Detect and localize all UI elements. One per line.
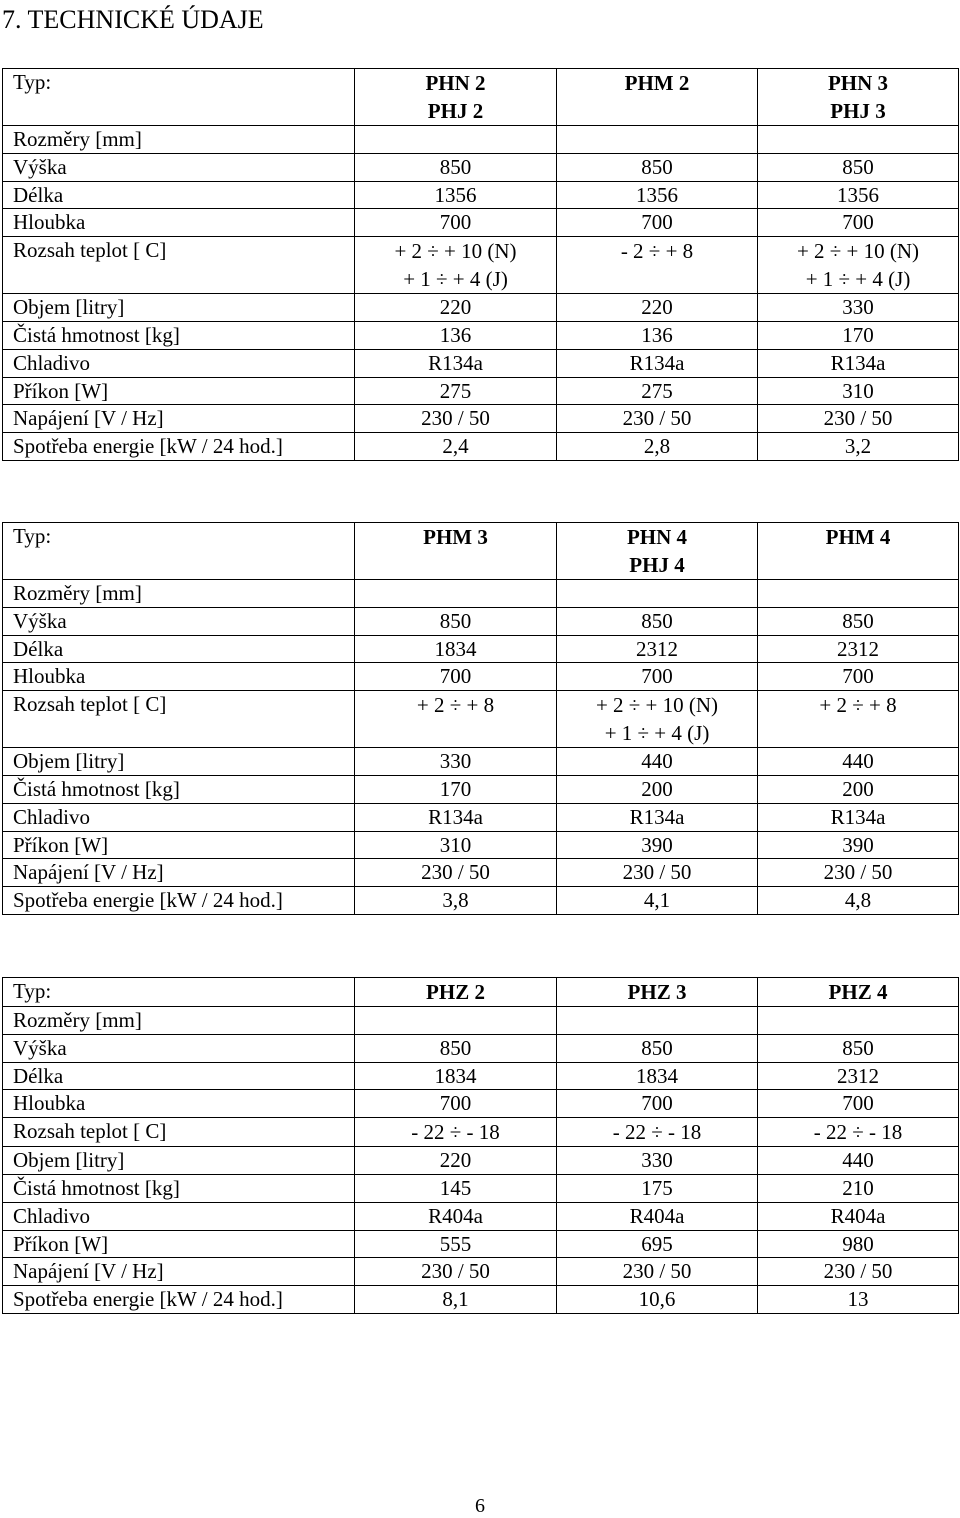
delka-value: 1834 xyxy=(355,1062,557,1090)
spotreba-value: 3,2 xyxy=(758,433,959,461)
spotreba-value: 3,8 xyxy=(355,887,557,915)
temperature-range-cell xyxy=(758,691,959,748)
section-heading: 7. TECHNICKÉ ÚDAJE xyxy=(2,5,264,34)
temperature-range-cell xyxy=(557,237,758,294)
napajeni-value: 230 / 50 xyxy=(557,1258,758,1286)
row-label: Rozsah teplot [ C] xyxy=(3,1118,355,1147)
prikon-value: 310 xyxy=(758,377,959,405)
temperature-range: - 22 ÷ - 18 xyxy=(813,1120,903,1145)
spec-row xyxy=(3,635,959,663)
spec-row xyxy=(3,580,959,608)
temperature-range: + 1 ÷ + 4 (J) xyxy=(403,267,508,292)
spec-table xyxy=(2,977,959,1314)
spec-row xyxy=(3,237,959,294)
empty-cell xyxy=(557,580,758,608)
temperature-range-cell xyxy=(557,691,758,748)
delka-value: 2312 xyxy=(557,635,758,663)
hmotnost-value: 136 xyxy=(355,321,557,349)
model-name: PHN 4 xyxy=(626,525,688,549)
delka-value: 2312 xyxy=(758,635,959,663)
model-name: PHM 2 xyxy=(624,71,690,95)
empty-cell xyxy=(355,1007,557,1035)
hloubka-value: 700 xyxy=(355,663,557,691)
hloubka-value: 700 xyxy=(758,663,959,691)
spec-row xyxy=(3,1034,959,1062)
spec-row xyxy=(3,859,959,887)
delka-value: 1356 xyxy=(355,181,557,209)
objem-value: 440 xyxy=(758,1147,959,1175)
empty-cell xyxy=(758,1007,959,1035)
hmotnost-value: 170 xyxy=(355,775,557,803)
prikon-value: 310 xyxy=(355,831,557,859)
prikon-value: 390 xyxy=(557,831,758,859)
temperature-range: + 2 ÷ + 8 xyxy=(819,693,897,718)
hmotnost-value: 210 xyxy=(758,1174,959,1202)
model-header-row xyxy=(3,978,959,1007)
row-label: Objem [litry] xyxy=(3,748,355,776)
temperature-range-cell xyxy=(758,237,959,294)
chladivo-value: R134a xyxy=(758,349,959,377)
spec-table xyxy=(2,522,959,915)
spec-row xyxy=(3,831,959,859)
row-label: Příkon [W] xyxy=(3,831,355,859)
spec-row xyxy=(3,1090,959,1118)
row-label: Objem [litry] xyxy=(3,1147,355,1175)
chladivo-value: R134a xyxy=(758,803,959,831)
model-name-cell xyxy=(758,978,959,1007)
model-name: PHZ 3 xyxy=(627,980,687,1004)
hmotnost-value: 170 xyxy=(758,321,959,349)
delka-value: 2312 xyxy=(758,1062,959,1090)
hloubka-value: 700 xyxy=(557,209,758,237)
spotreba-value: 4,1 xyxy=(557,887,758,915)
row-label: Rozsah teplot [ C] xyxy=(3,237,355,294)
spotreba-value: 13 xyxy=(758,1286,959,1314)
row-label: Délka xyxy=(3,635,355,663)
objem-value: 440 xyxy=(758,748,959,776)
spec-row xyxy=(3,1147,959,1175)
napajeni-value: 230 / 50 xyxy=(557,859,758,887)
spec-row xyxy=(3,663,959,691)
spec-row xyxy=(3,1258,959,1286)
spec-row xyxy=(3,209,959,237)
row-label: Hloubka xyxy=(3,1090,355,1118)
vyska-value: 850 xyxy=(758,153,959,181)
prikon-value: 390 xyxy=(758,831,959,859)
model-name: PHN 3 xyxy=(827,71,889,95)
empty-cell xyxy=(355,126,557,154)
row-label: Hloubka xyxy=(3,209,355,237)
row-label: Spotřeba energie [kW / 24 hod.] xyxy=(3,433,355,461)
model-name: PHM 3 xyxy=(423,525,488,549)
empty-cell xyxy=(355,580,557,608)
spotreba-value: 2,8 xyxy=(557,433,758,461)
row-label: Výška xyxy=(3,607,355,635)
model-name-cell xyxy=(355,978,557,1007)
model-name-cell xyxy=(557,523,758,580)
row-label: Napájení [V / Hz] xyxy=(3,1258,355,1286)
vyska-value: 850 xyxy=(355,607,557,635)
row-label: Výška xyxy=(3,1034,355,1062)
spec-row xyxy=(3,1118,959,1147)
model-header-row xyxy=(3,523,959,580)
spec-row xyxy=(3,775,959,803)
prikon-value: 695 xyxy=(557,1230,758,1258)
hloubka-value: 700 xyxy=(355,209,557,237)
row-label: Spotřeba energie [kW / 24 hod.] xyxy=(3,1286,355,1314)
model-name: PHJ 3 xyxy=(830,99,886,123)
vyska-value: 850 xyxy=(557,607,758,635)
delka-value: 1834 xyxy=(355,635,557,663)
spec-row xyxy=(3,349,959,377)
row-label: Délka xyxy=(3,1062,355,1090)
chladivo-value: R404a xyxy=(557,1202,758,1230)
model-name-cell xyxy=(758,69,959,126)
hloubka-value: 700 xyxy=(355,1090,557,1118)
spec-row xyxy=(3,153,959,181)
temperature-range-cell xyxy=(355,1118,557,1147)
type-label: Typ: xyxy=(3,69,355,126)
napajeni-value: 230 / 50 xyxy=(355,1258,557,1286)
spec-row xyxy=(3,181,959,209)
delka-value: 1356 xyxy=(557,181,758,209)
type-label: Typ: xyxy=(3,523,355,580)
prikon-value: 980 xyxy=(758,1230,959,1258)
temperature-range: - 22 ÷ - 18 xyxy=(612,1120,702,1145)
objem-value: 220 xyxy=(557,294,758,322)
model-name-cell xyxy=(557,69,758,126)
hmotnost-value: 136 xyxy=(557,321,758,349)
row-label: Výška xyxy=(3,153,355,181)
spotreba-value: 2,4 xyxy=(355,433,557,461)
delka-value: 1356 xyxy=(758,181,959,209)
chladivo-value: R134a xyxy=(355,349,557,377)
spotreba-value: 10,6 xyxy=(557,1286,758,1314)
model-name: PHZ 4 xyxy=(828,980,888,1004)
vyska-value: 850 xyxy=(355,1034,557,1062)
row-label: Chladivo xyxy=(3,1202,355,1230)
row-label: Rozměry [mm] xyxy=(3,1007,355,1035)
row-label: Objem [litry] xyxy=(3,294,355,322)
spec-row xyxy=(3,294,959,322)
empty-cell xyxy=(557,126,758,154)
temperature-range: - 22 ÷ - 18 xyxy=(411,1120,500,1145)
model-name: PHJ 2 xyxy=(427,99,484,123)
napajeni-value: 230 / 50 xyxy=(758,859,959,887)
napajeni-value: 230 / 50 xyxy=(758,405,959,433)
chladivo-value: R134a xyxy=(355,803,557,831)
row-label: Hloubka xyxy=(3,663,355,691)
spotreba-value: 8,1 xyxy=(355,1286,557,1314)
temperature-range-cell xyxy=(758,1118,959,1147)
model-name-cell xyxy=(355,523,557,580)
model-name-cell xyxy=(355,69,557,126)
row-label: Chladivo xyxy=(3,803,355,831)
row-label: Napájení [V / Hz] xyxy=(3,405,355,433)
row-label: Čistá hmotnost [kg] xyxy=(3,775,355,803)
temperature-range: + 2 ÷ + 10 (N) xyxy=(595,693,719,718)
chladivo-value: R404a xyxy=(355,1202,557,1230)
prikon-value: 555 xyxy=(355,1230,557,1258)
hmotnost-value: 175 xyxy=(557,1174,758,1202)
spec-row xyxy=(3,377,959,405)
vyska-value: 850 xyxy=(758,607,959,635)
hmotnost-value: 145 xyxy=(355,1174,557,1202)
objem-value: 440 xyxy=(557,748,758,776)
empty-cell xyxy=(758,580,959,608)
spec-table xyxy=(2,68,959,461)
temperature-range: - 2 ÷ + 8 xyxy=(620,239,694,264)
hmotnost-value: 200 xyxy=(758,775,959,803)
row-label: Čistá hmotnost [kg] xyxy=(3,321,355,349)
spec-row xyxy=(3,1286,959,1314)
spec-row xyxy=(3,887,959,915)
temperature-range: + 2 ÷ + 10 (N) xyxy=(796,239,920,264)
hloubka-value: 700 xyxy=(758,209,959,237)
temperature-range-cell xyxy=(355,237,557,294)
napajeni-value: 230 / 50 xyxy=(355,405,557,433)
spec-row xyxy=(3,126,959,154)
row-label: Příkon [W] xyxy=(3,1230,355,1258)
spec-row xyxy=(3,405,959,433)
objem-value: 330 xyxy=(557,1147,758,1175)
napajeni-value: 230 / 50 xyxy=(355,859,557,887)
vyska-value: 850 xyxy=(557,1034,758,1062)
spec-row xyxy=(3,433,959,461)
prikon-value: 275 xyxy=(355,377,557,405)
spec-row xyxy=(3,1174,959,1202)
temperature-range-cell xyxy=(557,1118,758,1147)
spotreba-value: 4,8 xyxy=(758,887,959,915)
row-label: Chladivo xyxy=(3,349,355,377)
page-number: 6 xyxy=(475,1495,485,1517)
model-header-row xyxy=(3,69,959,126)
spec-row xyxy=(3,1062,959,1090)
spec-row xyxy=(3,321,959,349)
row-label: Rozsah teplot [ C] xyxy=(3,691,355,748)
temperature-range-cell xyxy=(355,691,557,748)
delka-value: 1834 xyxy=(557,1062,758,1090)
model-name-cell xyxy=(758,523,959,580)
vyska-value: 850 xyxy=(355,153,557,181)
row-label: Čistá hmotnost [kg] xyxy=(3,1174,355,1202)
spec-row xyxy=(3,607,959,635)
row-label: Rozměry [mm] xyxy=(3,126,355,154)
spec-row xyxy=(3,1202,959,1230)
objem-value: 220 xyxy=(355,1147,557,1175)
model-name: PHN 2 xyxy=(425,71,486,95)
hmotnost-value: 200 xyxy=(557,775,758,803)
vyska-value: 850 xyxy=(758,1034,959,1062)
row-label: Napájení [V / Hz] xyxy=(3,859,355,887)
temperature-range: + 1 ÷ + 4 (J) xyxy=(805,267,911,292)
chladivo-value: R134a xyxy=(557,803,758,831)
row-label: Délka xyxy=(3,181,355,209)
type-label: Typ: xyxy=(3,978,355,1007)
hloubka-value: 700 xyxy=(557,663,758,691)
empty-cell xyxy=(557,1007,758,1035)
spec-row xyxy=(3,1230,959,1258)
model-name: PHJ 4 xyxy=(629,553,685,577)
napajeni-value: 230 / 50 xyxy=(557,405,758,433)
temperature-range: + 2 ÷ + 8 xyxy=(416,693,495,718)
objem-value: 220 xyxy=(355,294,557,322)
temperature-range: + 2 ÷ + 10 (N) xyxy=(394,239,517,264)
vyska-value: 850 xyxy=(557,153,758,181)
row-label: Příkon [W] xyxy=(3,377,355,405)
temperature-range: + 1 ÷ + 4 (J) xyxy=(604,721,710,746)
chladivo-value: R134a xyxy=(557,349,758,377)
napajeni-value: 230 / 50 xyxy=(758,1258,959,1286)
spec-row xyxy=(3,803,959,831)
hloubka-value: 700 xyxy=(758,1090,959,1118)
spec-row xyxy=(3,1007,959,1035)
model-name: PHZ 2 xyxy=(426,980,485,1004)
spec-row xyxy=(3,691,959,748)
row-label: Rozměry [mm] xyxy=(3,580,355,608)
row-label: Spotřeba energie [kW / 24 hod.] xyxy=(3,887,355,915)
objem-value: 330 xyxy=(355,748,557,776)
empty-cell xyxy=(758,126,959,154)
model-name-cell xyxy=(557,978,758,1007)
prikon-value: 275 xyxy=(557,377,758,405)
spec-row xyxy=(3,748,959,776)
hloubka-value: 700 xyxy=(557,1090,758,1118)
objem-value: 330 xyxy=(758,294,959,322)
chladivo-value: R404a xyxy=(758,1202,959,1230)
model-name: PHM 4 xyxy=(825,525,891,549)
